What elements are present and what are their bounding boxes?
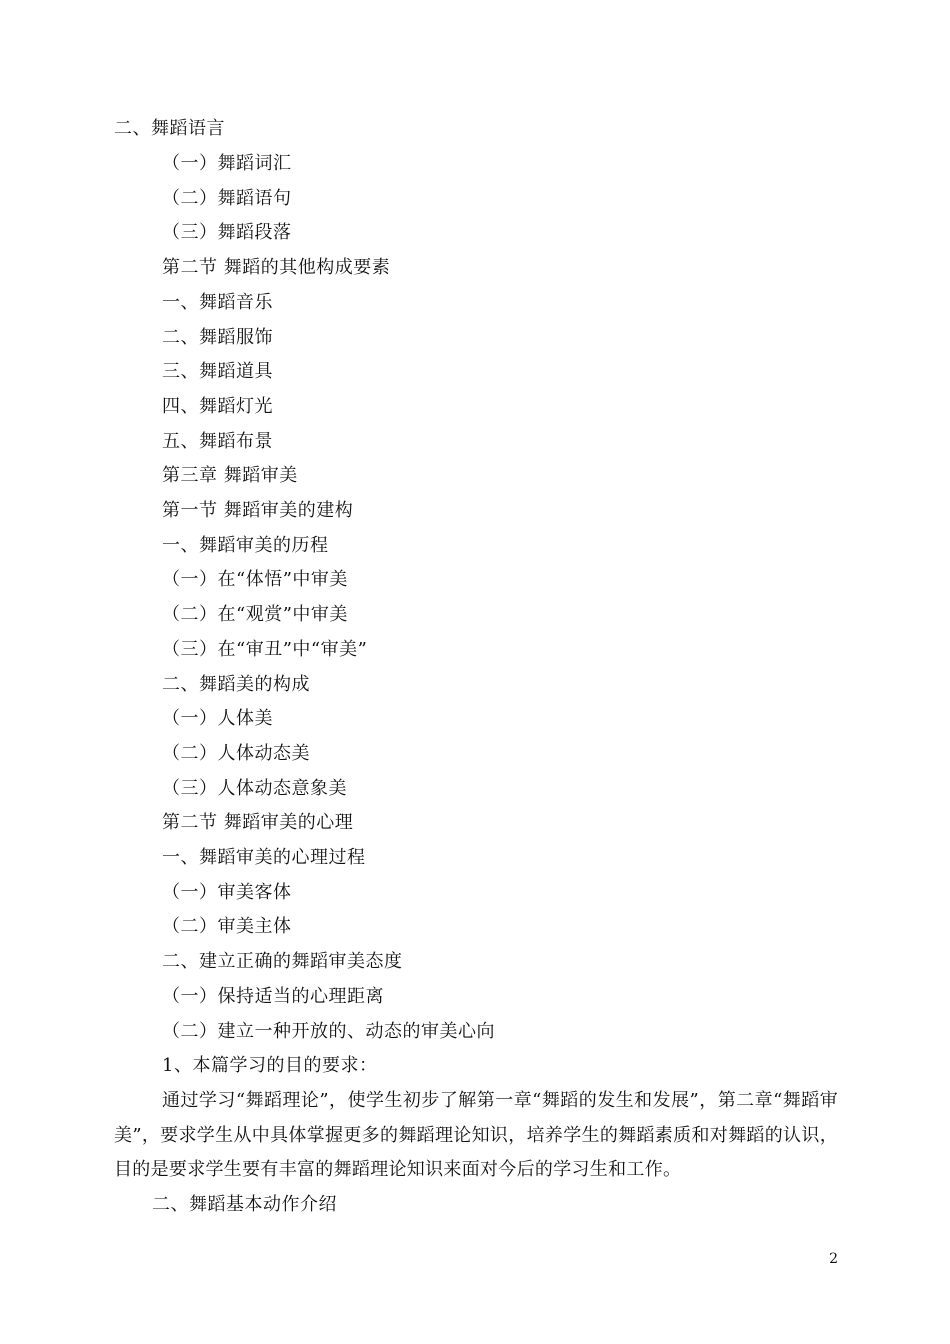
outline-line: （二）审美主体 [162,916,292,937]
outline-line: 一、舞蹈审美的历程 [162,535,329,556]
section-heading: 第二节 舞蹈审美的心理 [162,812,354,833]
body-paragraph: 通过学习“舞蹈理论”，使学生初步了解第一章“舞蹈的发生和发展”，第二章“舞蹈审美”，要求学生从中具体掌握更多的舞蹈理论知识，培养学生的舞蹈素质和对舞蹈的认识，目的是要求学生要有丰富的舞蹈理论知识来面对今后的学习生和工作。 [114,1090,838,1181]
outline-line: 四、舞蹈灯光 [162,396,273,417]
outline-line: （一）保持适当的心理距离 [162,986,384,1007]
outline-line: 1、本篇学习的目的要求： [162,1055,378,1076]
outline-line: 一、舞蹈音乐 [162,292,273,313]
outline-line: （三）舞蹈段落 [162,222,292,243]
outline-line: 三、舞蹈道具 [162,361,273,382]
outline-line: （一）审美客体 [162,882,292,903]
outline-line: （三）人体动态意象美 [162,778,347,799]
outline-line: （一）舞蹈词汇 [162,153,292,174]
chapter-heading: 第三章 舞蹈审美 [162,465,298,486]
section-heading: 第二节 舞蹈的其他构成要素 [162,257,391,278]
outline-line: 二、舞蹈服饰 [162,327,273,348]
section-heading: 第一节 舞蹈审美的建构 [162,500,354,521]
outline-line: （一）在“体悟”中审美 [162,569,348,590]
outline-line: 五、舞蹈布景 [162,431,273,452]
outline-line: （二）舞蹈语句 [162,188,292,209]
outline-line: （二）在“观赏”中审美 [162,604,348,625]
outline-line: （二）人体动态美 [162,743,310,764]
outline-line: 二、舞蹈美的构成 [162,674,310,695]
outline-line: 一、舞蹈审美的心理过程 [162,847,366,868]
page-number: 2 [829,1251,838,1267]
outline-line: 二、舞蹈语言 [114,118,225,139]
outline-line: （一）人体美 [162,708,273,729]
outline-line: （二）建立一种开放的、动态的审美心向 [162,1021,495,1042]
outline-heading: 二、舞蹈基本动作介绍 [152,1194,337,1215]
outline-line: （三）在“审丑”中“审美” [162,639,368,660]
outline-line: 二、建立正确的舞蹈审美态度 [162,951,403,972]
